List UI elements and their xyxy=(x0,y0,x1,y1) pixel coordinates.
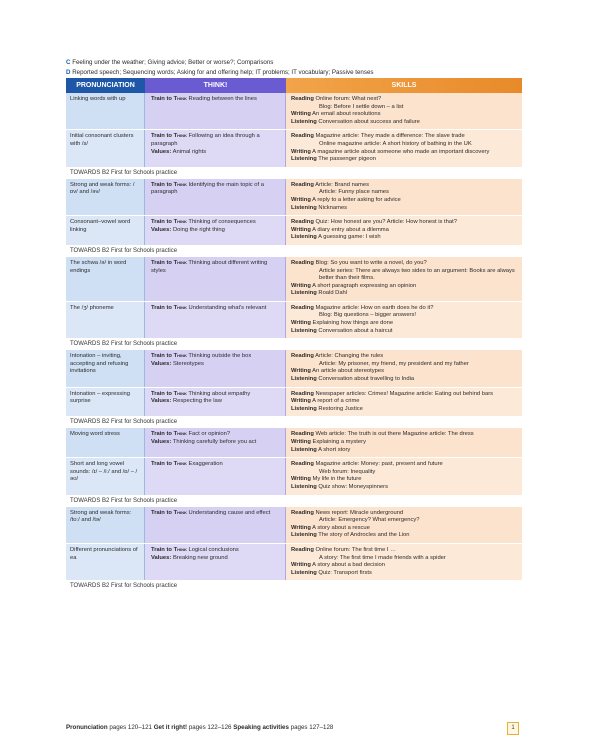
table-row xyxy=(66,302,522,338)
think-label: Think xyxy=(173,509,187,516)
values-text: Stereotypes xyxy=(172,360,204,367)
reading-label: Reading xyxy=(291,96,314,102)
reading-text: Web article: The truth is out there Magazine article: The dress xyxy=(315,431,474,438)
train-to-think-line xyxy=(151,133,282,148)
writing-label: Writing xyxy=(291,398,311,405)
writing-line xyxy=(291,398,519,406)
writing-label: Writing xyxy=(291,111,311,118)
train-label: Train to xyxy=(151,509,172,516)
reading-text: Article: Changing the rules xyxy=(315,353,384,360)
pronunciation-cell: Initial consonant clusters with /s/ xyxy=(66,130,145,166)
values-label: Values: xyxy=(151,226,172,233)
grammar-line-d: D Reported speech; Sequencing words; Asking for and offering help; IT problems; IT vocabulary; Passive tenses xyxy=(66,68,374,76)
listening-text: Conversation about success and failure xyxy=(318,118,420,125)
reading-text: Article: Funny place names xyxy=(319,189,389,196)
skills-cell xyxy=(286,216,522,245)
table-row xyxy=(66,130,522,166)
listening-line xyxy=(291,234,519,242)
towards-practice: TOWARDS B2 First for Schools practice xyxy=(70,247,178,254)
writing-line xyxy=(291,368,519,376)
grammar-summary xyxy=(66,58,566,77)
table-row xyxy=(66,458,522,494)
reading-line xyxy=(291,555,519,563)
think-label: Think xyxy=(173,219,187,226)
think-topic: Fact or opinion? xyxy=(188,431,231,438)
reading-line xyxy=(291,133,519,141)
writing-line xyxy=(291,111,519,119)
train-label: Train to xyxy=(151,304,172,311)
think-label: Think xyxy=(173,133,187,140)
think-cell xyxy=(145,93,286,129)
reading-text: Article: My prisoner, my friend, my president and my father xyxy=(319,360,469,367)
think-cell xyxy=(145,179,286,215)
reading-text: News report: Miracle underground xyxy=(315,509,404,516)
writing-label: Writing xyxy=(291,148,311,155)
reading-line xyxy=(291,510,519,518)
writing-label: Writing xyxy=(291,562,311,569)
listening-line xyxy=(291,328,519,336)
skills-cell xyxy=(286,130,522,166)
footer-references: Pronunciation pages 120–121 Get it right! pages 122–126 Speaking activities pages 127–128 xyxy=(66,724,334,731)
pronunciation-cell: Different pronunciations of ea xyxy=(66,544,145,580)
pronunciation-cell: Moving word stress xyxy=(66,428,145,457)
reading-line xyxy=(291,461,519,469)
reading-text: Blog: So you want to write a novel, do you? xyxy=(315,259,427,266)
values-label: Values: xyxy=(151,439,172,445)
towards-practice: TOWARDS B2 First for Schools practice xyxy=(70,583,178,590)
pronunciation-cell: Strong and weak forms: /ɒv/ and /əv/ xyxy=(66,179,145,215)
think-label: Think xyxy=(173,546,187,553)
think-topic: Reading between the lines xyxy=(188,96,257,102)
listening-text: Nicknames xyxy=(318,204,348,211)
think-label: Think xyxy=(173,353,187,360)
train-label: Train to xyxy=(151,431,172,438)
listening-text: A short story xyxy=(318,446,351,453)
values-text: Doing the right thing xyxy=(172,226,225,233)
towards-practice: TOWARDS B2 First for Schools practice xyxy=(70,341,178,348)
unit-block xyxy=(66,350,522,428)
reading-label: Reading xyxy=(291,546,314,553)
train-label: Train to xyxy=(151,353,172,360)
towards-practice: TOWARDS B2 First for Schools practice xyxy=(70,169,178,176)
values-line xyxy=(151,227,282,235)
listening-label: Listening xyxy=(291,483,317,490)
pronunciation-cell: Intonation – inviting, accepting and refusing invitations xyxy=(66,350,145,386)
reading-line xyxy=(291,312,519,320)
values-label: Values: xyxy=(151,360,172,367)
writing-line xyxy=(291,283,519,291)
think-cell xyxy=(145,388,286,417)
values-line xyxy=(151,149,282,157)
writing-text: An article about stereotypes xyxy=(312,368,385,375)
listening-text: Quiz show: Moneyspinners xyxy=(318,483,388,490)
listening-label: Listening xyxy=(291,532,317,539)
reading-text: Blog: Before I settle down – a list xyxy=(319,103,404,110)
train-to-think-line xyxy=(151,353,282,361)
listening-line xyxy=(291,406,519,414)
think-label: Think xyxy=(173,96,187,102)
listening-text: Restoring Justice xyxy=(318,405,363,412)
table-row xyxy=(66,257,522,301)
train-to-think-line xyxy=(151,260,282,275)
unit-block xyxy=(66,428,522,506)
reading-line xyxy=(291,141,519,149)
listening-line xyxy=(291,570,519,578)
train-to-think-line xyxy=(151,305,282,313)
think-label: Think xyxy=(173,259,187,266)
listening-label: Listening xyxy=(291,446,317,453)
reading-label: Reading xyxy=(291,461,314,468)
train-to-think-line xyxy=(151,431,282,439)
train-label: Train to xyxy=(151,546,172,553)
writing-line xyxy=(291,562,519,570)
train-label: Train to xyxy=(151,96,172,102)
listening-line xyxy=(291,156,519,164)
header-think: THINK! xyxy=(145,78,286,93)
train-to-think-line xyxy=(151,461,282,469)
train-to-think-line xyxy=(151,547,282,555)
reading-text: Article series: There are always two sides to an argument: Books are always better than their films. xyxy=(319,267,515,282)
train-to-think-line xyxy=(151,391,282,399)
unit-block xyxy=(66,507,522,593)
table-row xyxy=(66,216,522,245)
listening-label: Listening xyxy=(291,376,317,383)
towards-practice: TOWARDS B2 First for Schools practice xyxy=(70,419,178,426)
header-skills: SKILLS xyxy=(286,78,522,93)
think-cell xyxy=(145,458,286,494)
table-row xyxy=(66,179,522,215)
listening-text: Roald Dahl xyxy=(318,290,348,297)
table-row xyxy=(66,388,522,417)
listening-line xyxy=(291,290,519,298)
table-row xyxy=(66,428,522,457)
pronunciation-cell: The /ʒ/ phoneme xyxy=(66,302,145,338)
skills-cell xyxy=(286,179,522,215)
train-to-think-line xyxy=(151,219,282,227)
reading-text: Quiz: How honest are you? Article: How honest is that? xyxy=(315,219,457,226)
listening-line xyxy=(291,376,519,384)
train-label: Train to xyxy=(151,133,172,140)
values-line xyxy=(151,555,282,563)
reading-text: Online forum: The first time I … xyxy=(315,546,396,553)
reading-text: Article: Emergency? What emergency? xyxy=(319,517,420,524)
units-container xyxy=(66,93,522,592)
reading-label: Reading xyxy=(291,133,314,140)
think-cell xyxy=(145,130,286,166)
skills-cell xyxy=(286,544,522,580)
train-to-think-line xyxy=(151,96,282,104)
writing-text: Explaining how things are done xyxy=(312,320,394,327)
values-text: Animal rights xyxy=(172,148,207,155)
think-topic: Exaggeration xyxy=(188,461,223,468)
listening-text: Conversation about a haircut xyxy=(318,327,393,334)
writing-label: Writing xyxy=(291,439,311,445)
writing-text: A diary entry about a dilemma xyxy=(312,226,389,233)
listening-line xyxy=(291,205,519,213)
pronunciation-cell: The schwa /ə/ in word endings xyxy=(66,257,145,301)
values-line xyxy=(151,361,282,369)
reading-line xyxy=(291,104,519,112)
think-topic: Understanding what's relevant xyxy=(188,304,267,311)
reading-text: Magazine article: Money: past, present and future xyxy=(315,461,443,468)
reading-label: Reading xyxy=(291,431,314,438)
reading-line xyxy=(291,353,519,361)
values-line xyxy=(151,398,282,406)
think-topic: Following an idea through a paragraph xyxy=(151,133,260,147)
listening-line xyxy=(291,447,519,455)
listening-text: The passenger pigeon xyxy=(318,156,376,163)
grammar-line-c: C Feeling under the weather; Giving advice; Better or worse?; Comparisons xyxy=(66,59,274,66)
think-cell xyxy=(145,544,286,580)
pronunciation-cell: Short and long vowel sounds: /ɪ/ – /iː/ and /ɒ/ – /əʊ/ xyxy=(66,458,145,494)
train-label: Train to xyxy=(151,181,172,188)
reading-label: Reading xyxy=(291,353,314,360)
skills-cell xyxy=(286,388,522,417)
think-label: Think xyxy=(173,181,187,188)
table-header xyxy=(66,78,522,93)
pronunciation-cell: Consonant–vowel word linking xyxy=(66,216,145,245)
listening-label: Listening xyxy=(291,405,317,412)
skills-cell xyxy=(286,257,522,301)
reading-label: Reading xyxy=(291,509,314,516)
think-topic: Logical conclusions xyxy=(188,546,239,553)
writing-label: Writing xyxy=(291,226,311,233)
writing-line xyxy=(291,197,519,205)
listening-label: Listening xyxy=(291,118,317,125)
unit-block xyxy=(66,179,522,257)
listening-text: The story of Androcles and the Lion xyxy=(318,532,410,539)
reading-label: Reading xyxy=(291,390,314,397)
header-pronunciation: PRONUNCIATION xyxy=(66,78,145,93)
writing-label: Writing xyxy=(291,196,311,203)
values-label: Values: xyxy=(151,554,172,561)
listening-text: A guessing game: I wish xyxy=(318,234,381,241)
think-cell xyxy=(145,428,286,457)
values-text: Breaking new ground xyxy=(172,554,228,561)
values-text: Thinking carefully before you act xyxy=(172,439,257,445)
train-label: Train to xyxy=(151,259,172,266)
writing-text: A reply to a letter asking for advice xyxy=(312,196,401,203)
reading-line xyxy=(291,189,519,197)
reading-line xyxy=(291,431,519,439)
reading-line xyxy=(291,219,519,227)
think-label: Think xyxy=(173,461,187,468)
listening-line xyxy=(291,532,519,540)
listening-line xyxy=(291,119,519,127)
writing-line xyxy=(291,476,519,484)
skills-cell xyxy=(286,350,522,386)
reading-line xyxy=(291,391,519,399)
reading-label: Reading xyxy=(291,304,314,311)
reading-text: A story: The first time I made friends with a spider xyxy=(319,554,446,561)
skills-cell xyxy=(286,93,522,129)
skills-cell xyxy=(286,428,522,457)
train-label: Train to xyxy=(151,461,172,468)
values-line xyxy=(151,439,282,447)
reading-label: Reading xyxy=(291,259,314,266)
writing-text: A story about a rescue xyxy=(312,524,370,531)
writing-label: Writing xyxy=(291,476,311,483)
train-to-think-line xyxy=(151,182,282,197)
reading-text: Web forum: Inequality xyxy=(319,468,376,475)
contents-table xyxy=(66,78,522,592)
pronunciation-cell: Linking words with up xyxy=(66,93,145,129)
page-number: 1 xyxy=(507,722,519,735)
think-cell xyxy=(145,257,286,301)
writing-line xyxy=(291,149,519,157)
skills-cell xyxy=(286,458,522,494)
reading-label: Reading xyxy=(291,219,314,226)
think-cell xyxy=(145,302,286,338)
writing-line xyxy=(291,439,519,447)
writing-line xyxy=(291,227,519,235)
unit-block xyxy=(66,93,522,179)
writing-line xyxy=(291,525,519,533)
writing-label: Writing xyxy=(291,524,311,531)
listening-label: Listening xyxy=(291,234,317,241)
listening-label: Listening xyxy=(291,156,317,163)
think-topic: Thinking of consequences xyxy=(188,219,256,226)
think-topic: Thinking about different writing styles xyxy=(151,259,268,274)
think-topic: Thinking outside the box xyxy=(188,353,252,360)
train-to-think-line xyxy=(151,510,282,518)
values-label: Values: xyxy=(151,398,172,405)
pronunciation-cell: Strong and weak forms: /tʊː/ and /tə/ xyxy=(66,507,145,543)
think-cell xyxy=(145,507,286,543)
reading-line xyxy=(291,260,519,268)
reading-line xyxy=(291,182,519,190)
table-row xyxy=(66,350,522,386)
reading-line xyxy=(291,517,519,525)
reading-text: Magazine article: They made a difference: The slave trade xyxy=(315,133,465,140)
writing-label: Writing xyxy=(291,368,311,375)
reading-text: Online magazine article: A short history of bathing in the UK xyxy=(319,140,472,147)
writing-label: Writing xyxy=(291,282,311,289)
reading-line xyxy=(291,547,519,555)
think-topic: Identifying the main topic of a paragraph xyxy=(151,181,264,196)
values-label: Values: xyxy=(151,148,172,155)
writing-label: Writing xyxy=(291,320,311,327)
train-label: Train to xyxy=(151,219,172,226)
think-topic: Thinking about empathy xyxy=(188,390,251,397)
table-row xyxy=(66,544,522,580)
think-cell xyxy=(145,350,286,386)
reading-label: Reading xyxy=(291,181,314,188)
reading-text: Magazine article: How on earth does he do it? xyxy=(315,304,434,311)
skills-cell xyxy=(286,302,522,338)
writing-text: An email about resolutions xyxy=(312,111,381,118)
reading-line xyxy=(291,361,519,369)
reading-text: Blog: Big questions – bigger answers! xyxy=(319,312,416,319)
listening-label: Listening xyxy=(291,290,317,297)
table-row xyxy=(66,93,522,129)
listening-label: Listening xyxy=(291,569,317,576)
listening-label: Listening xyxy=(291,327,317,334)
reading-text: Newspaper articles: Crimes! Magazine article: Eating out behind bars xyxy=(315,390,494,397)
reading-line xyxy=(291,469,519,477)
writing-text: A story about a bad decision xyxy=(312,562,385,569)
train-label: Train to xyxy=(151,390,172,397)
writing-line xyxy=(291,320,519,328)
skills-cell xyxy=(286,507,522,543)
table-row xyxy=(66,507,522,543)
listening-line xyxy=(291,484,519,492)
writing-text: Explaining a mystery xyxy=(312,439,366,445)
listening-text: Conversation about travelling to India xyxy=(318,376,415,383)
pronunciation-cell: Intonation – expressing surprise xyxy=(66,388,145,417)
reading-line xyxy=(291,305,519,313)
think-topic: Understanding cause and effect xyxy=(188,509,271,516)
writing-text: A report of a crime xyxy=(312,398,360,405)
reading-line xyxy=(291,268,519,283)
reading-text: Article: Brand names xyxy=(315,181,369,188)
writing-text: A short paragraph expressing an opinion xyxy=(312,282,417,289)
writing-text: My life in the future xyxy=(312,476,362,483)
reading-line xyxy=(291,96,519,104)
values-text: Respecting the law xyxy=(172,398,222,405)
think-label: Think xyxy=(173,431,187,438)
think-label: Think xyxy=(173,304,187,311)
reading-text: Online forum: What next? xyxy=(315,96,382,102)
listening-label: Listening xyxy=(291,204,317,211)
listening-text: Quiz: Transport firsts xyxy=(318,569,372,576)
think-label: Think xyxy=(173,390,187,397)
think-cell xyxy=(145,216,286,245)
towards-practice: TOWARDS B2 First for Schools practice xyxy=(70,497,178,504)
unit-block xyxy=(66,257,522,350)
writing-text: A magazine article about someone who made an important discovery xyxy=(312,148,490,155)
